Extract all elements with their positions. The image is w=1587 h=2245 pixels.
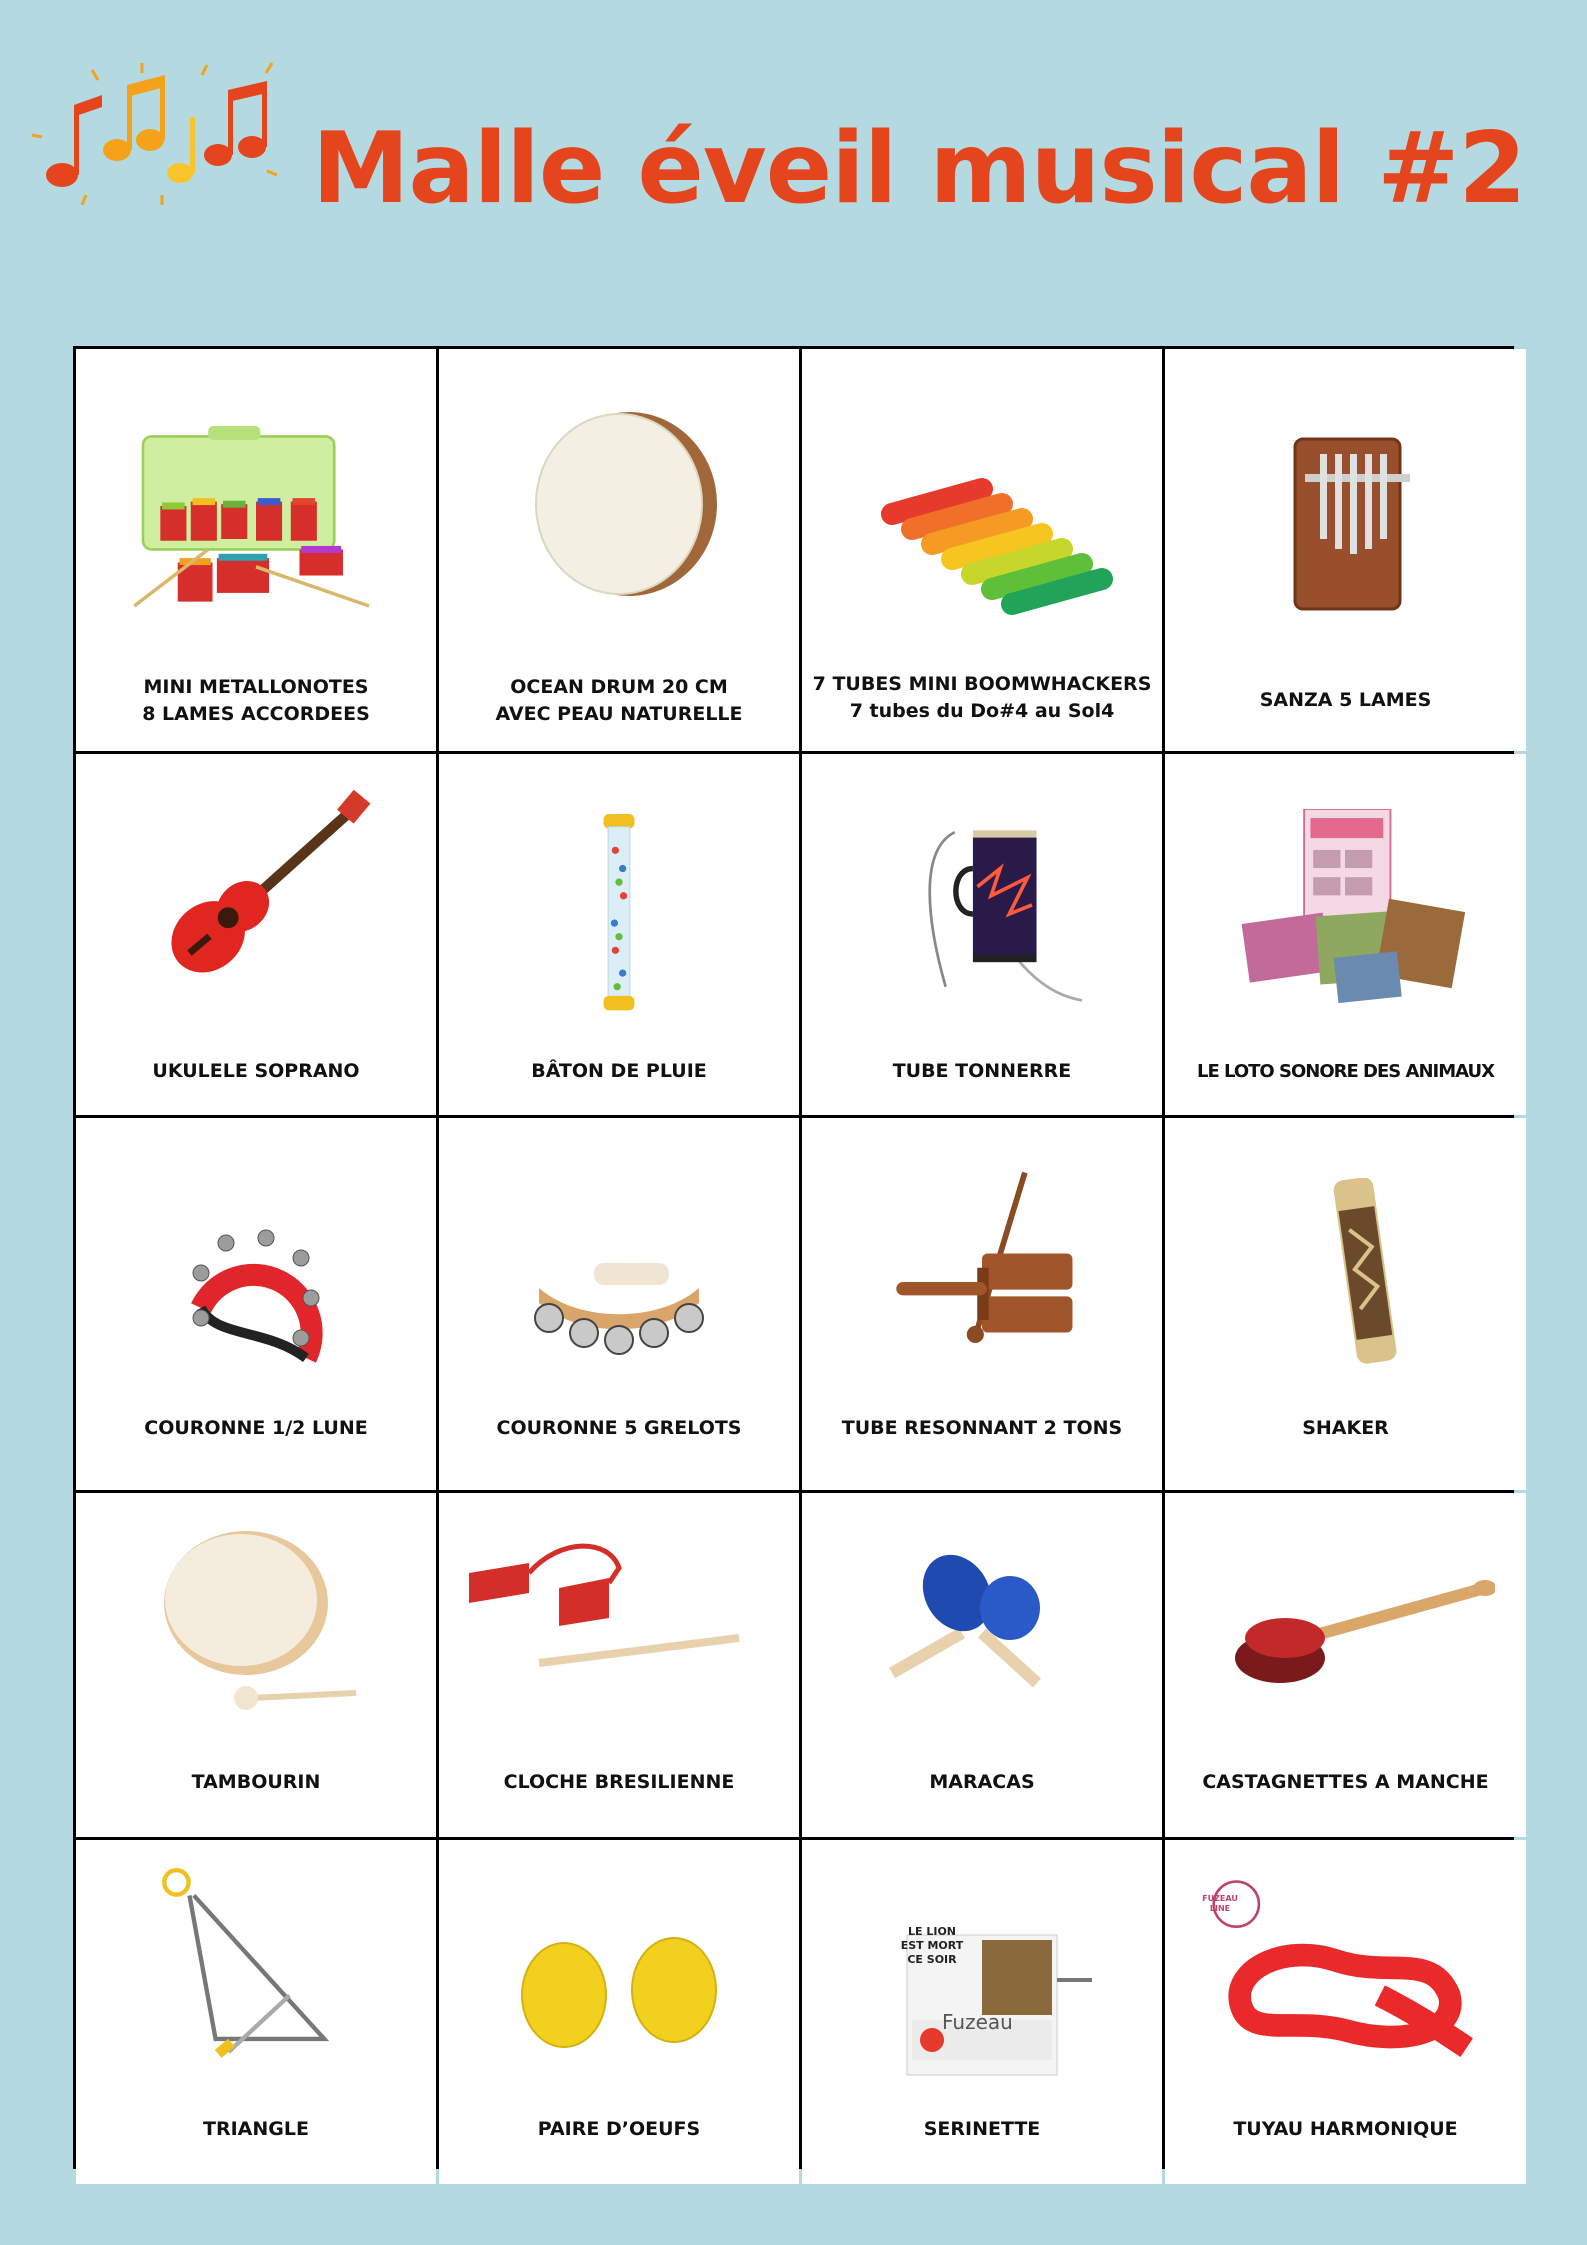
instrument-card [76,349,436,751]
instrument-label: 7 TUBES MINI BOOMWHACKERS 7 tubes du Do#4 au Sol4 [812,673,1152,722]
instrument-label: TAMBOURIN [191,1771,321,1793]
instrument-card [1165,754,1526,1115]
instrument-label: CLOCHE BRESILIENNE [503,1771,735,1793]
half-moon-tambourine-icon [106,1208,406,1408]
agogo-bell-icon [469,1538,769,1738]
music-box-text: LE LION EST MORT CE SOIR [900,1925,964,1966]
instrument-label: MINI METALLONOTES 8 LAMES ACCORDEES [142,676,370,725]
jingle-bells-icon [469,1218,769,1418]
instrument-card [1165,349,1526,751]
instrument-label: SERINETTE [923,2118,1041,2140]
instrument-card [802,1118,1162,1490]
fuzeau-brand-text: Fuzeau [942,2010,1013,2034]
rainstick-icon [469,814,769,1014]
instrument-card [439,1840,799,2184]
instrument-label: UKULELE SOPRANO [152,1060,360,1082]
page-title: Malle éveil musical #2 [312,112,1526,226]
instrument-label: TUBE RESONNANT 2 TONS [841,1417,1123,1439]
instrument-card [76,1493,436,1837]
instrument-card [1165,1118,1526,1490]
sanza-icon [1195,429,1495,629]
triangle-icon [96,1865,396,2065]
header [0,0,1587,300]
mini-metallophone-icon [106,419,406,619]
instrument-label: SANZA 5 LAMES [1259,689,1432,711]
instrument-card [802,754,1162,1115]
instrument-label: COURONNE 1/2 LUNE [144,1417,368,1439]
instrument-label: TRIANGLE [203,2118,309,2140]
tambourine-icon [106,1528,406,1728]
instrument-label: COURONNE 5 GRELOTS [496,1417,742,1439]
instrument-label: PAIRE D’OEUFS [537,2118,701,2140]
boomwhackers-icon [832,449,1132,649]
thunder-tube-icon [832,814,1132,1014]
maracas-icon [832,1553,1132,1753]
handle-castanets-icon [1195,1558,1495,1758]
instrument-card [439,1493,799,1837]
instrument-card [439,754,799,1115]
instrument-card [802,1840,1162,2184]
instrument-label: TUYAU HARMONIQUE [1233,2118,1458,2140]
instrument-label: BÂTON DE PLUIE [531,1060,707,1082]
instrument-grid [73,346,1514,2169]
instrument-label: OCEAN DRUM 20 CM AVEC PEAU NATURELLE [495,676,743,725]
instrument-card [76,1840,436,2184]
instrument-card [802,349,1162,751]
instrument-label: MARACAS [929,1771,1035,1793]
instrument-card [76,754,436,1115]
instrument-card [802,1493,1162,1837]
shaker-icon [1195,1178,1495,1378]
instrument-card [1165,1493,1526,1837]
instrument-card [439,349,799,751]
instrument-card [76,1118,436,1490]
fuzeau-line-badge: FUZEAU LINE [1202,1894,1238,1913]
instrument-label: SHAKER [1302,1417,1389,1439]
sound-lotto-icon [1195,809,1495,1009]
instrument-card [439,1118,799,1490]
egg-shakers-icon [469,1915,769,2115]
two-tone-block-icon [832,1163,1132,1363]
instrument-label: CASTAGNETTES A MANCHE [1202,1771,1489,1793]
instrument-label: TUBE TONNERRE [892,1060,1072,1082]
ocean-drum-icon [469,409,769,609]
ukulele-icon [106,789,406,989]
music-notes-icon [22,55,282,220]
instrument-label: LE LOTO SONORE DES ANIMAUX [1196,1061,1494,1082]
instrument-card [1165,1840,1526,2184]
